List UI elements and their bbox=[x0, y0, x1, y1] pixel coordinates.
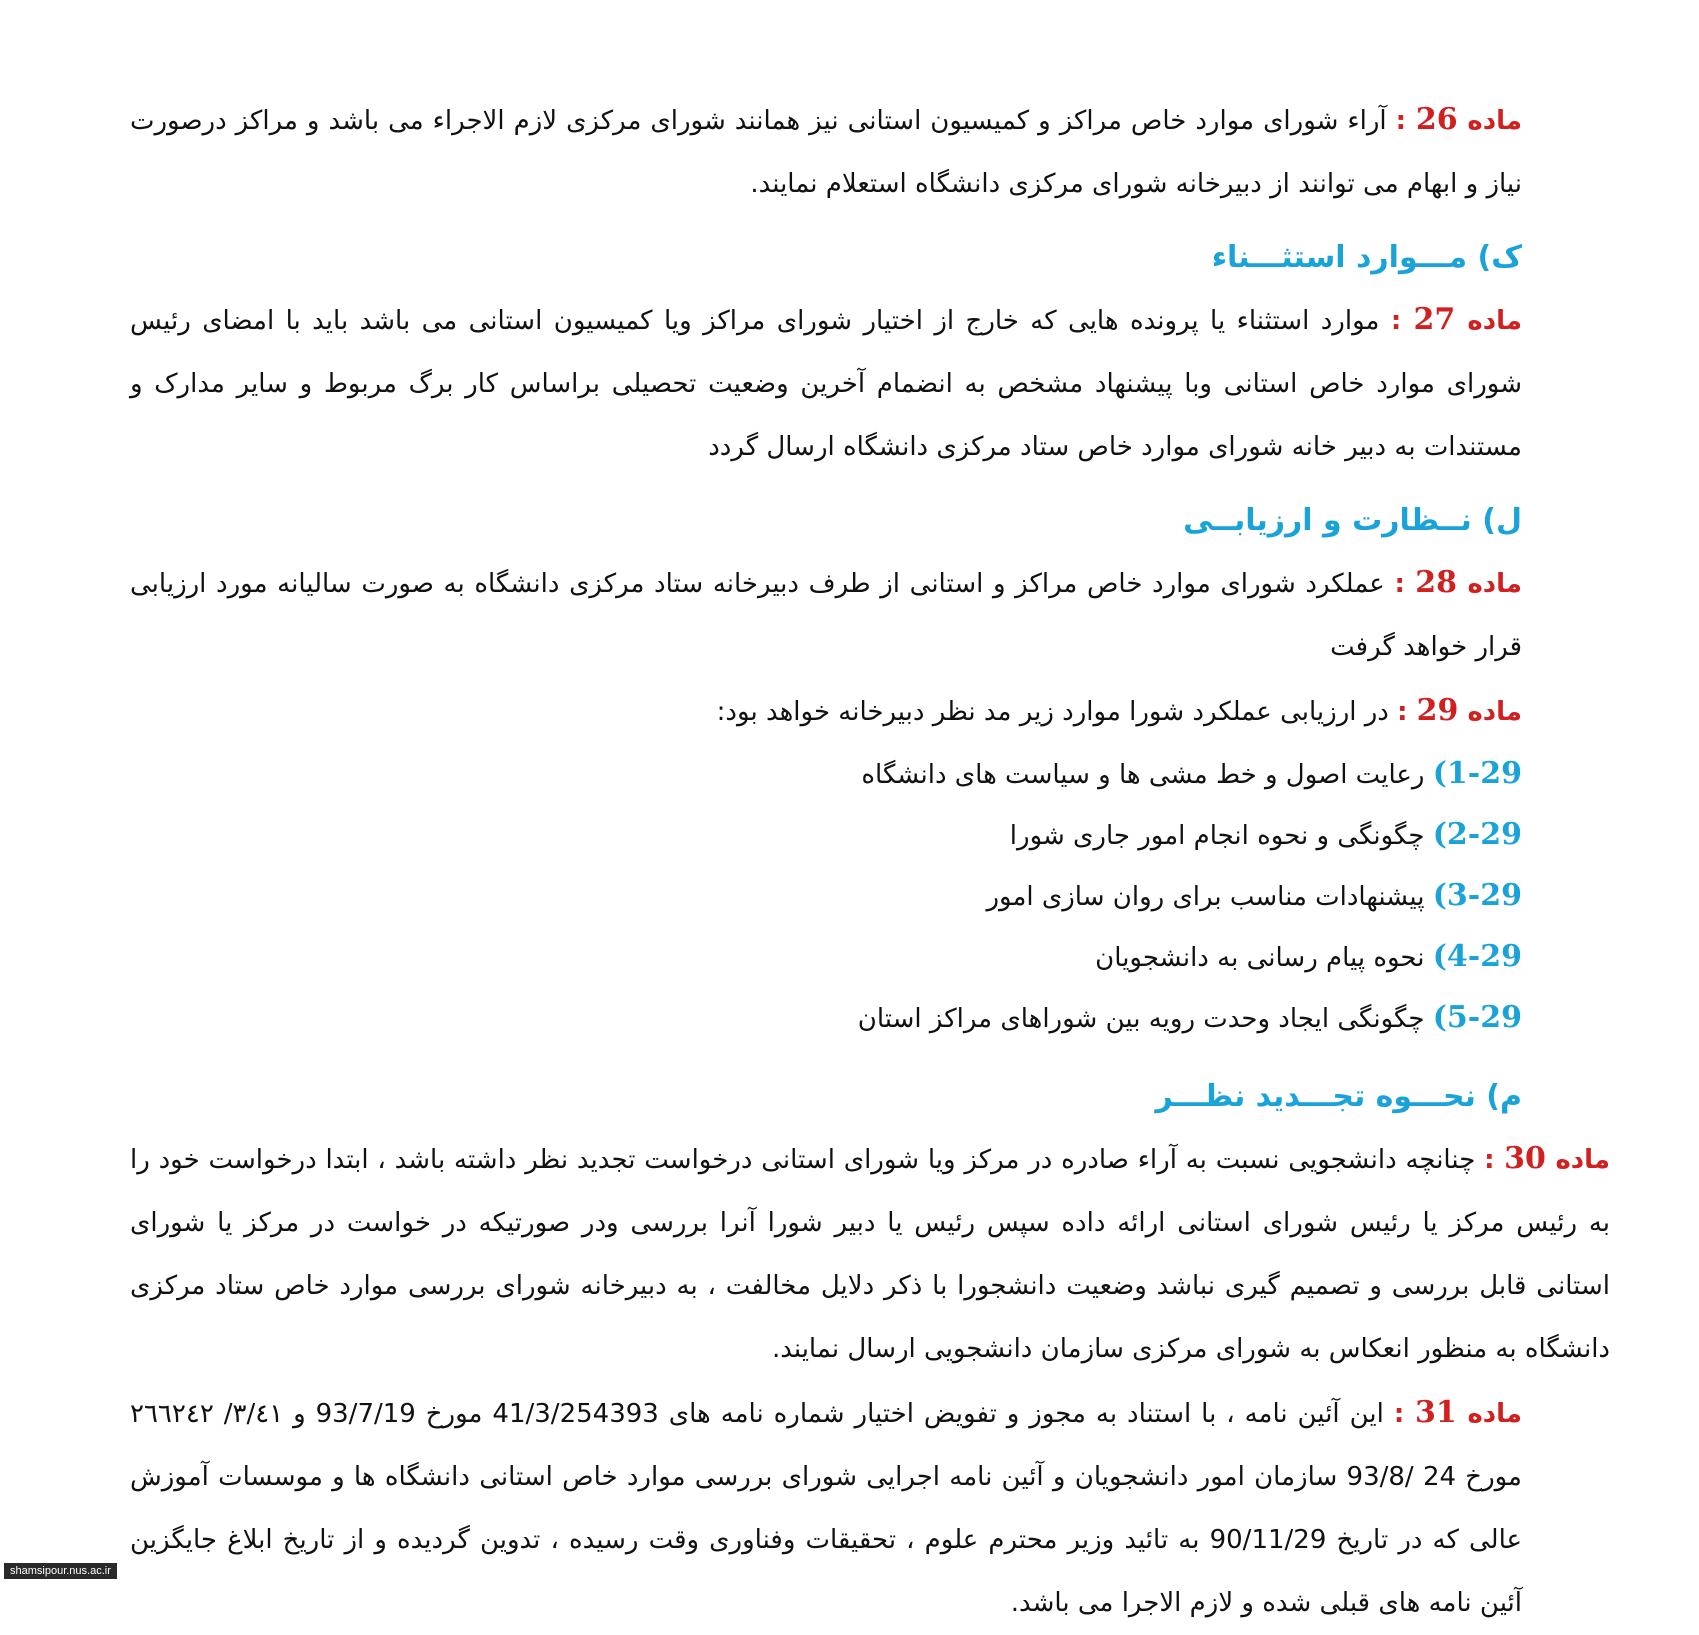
site-watermark: shamsipour.nus.ac.ir bbox=[4, 1563, 117, 1579]
article-27 bbox=[130, 288, 1522, 479]
document-page bbox=[130, 88, 1610, 1635]
item-number: 1-29) bbox=[1432, 756, 1522, 791]
article-28 bbox=[130, 551, 1522, 679]
list-item bbox=[130, 866, 1522, 927]
item-text: پیشنهادات مناسب برای روان سازی امور bbox=[986, 882, 1425, 912]
item-text: نحوه پیام رسانی به دانشجویان bbox=[1095, 943, 1425, 973]
article-text: موارد استثناء یا پرونده هایی که خارج از اختیار شورای مراکز ویا کمیسیون استانی می باشد باید با امضای رئیس شورای موارد خاص استانی وبا پیشنهاد مشخص به انضمام آخرین وضعیت تحصیلی براساس کار برگ مربوط و سایر مدارک و مستندات به دبیر خانه شورای موارد خاص ستاد مرکزی دانشگاه ارسال گردد bbox=[130, 306, 1522, 462]
article-label: ماده 27 : bbox=[1390, 302, 1522, 337]
article-text: در ارزیابی عملکرد شورا موارد زیر مد نظر دبیرخانه خواهد بود: bbox=[716, 697, 1389, 727]
article-label: ماده 26 : bbox=[1395, 102, 1522, 137]
item-number: 2-29) bbox=[1432, 817, 1522, 852]
article-label: ماده 30 : bbox=[1484, 1141, 1610, 1176]
item-number: 3-29) bbox=[1432, 878, 1522, 913]
article-30 bbox=[130, 1127, 1610, 1381]
article-29 bbox=[130, 679, 1522, 744]
article-text: آراء شورای موارد خاص مراکز و کمیسیون استانی نیز همانند شورای مرکزی لازم الاجراء می باشد و مراکز درصورت نیاز و ابهام می توانند از دبیرخانه شورای مرکزی دانشگاه استعلام نمایند. bbox=[130, 106, 1522, 199]
article-26 bbox=[130, 88, 1522, 216]
list-item bbox=[130, 988, 1522, 1049]
list-item bbox=[130, 927, 1522, 988]
spacer bbox=[130, 1049, 1522, 1055]
item-text: چگونگی ایجاد وحدت رویه بین شوراهای مراکز استان bbox=[857, 1004, 1425, 1034]
list-item bbox=[130, 744, 1522, 805]
section-heading-exceptions: ک) مـــوارد استثـــناء bbox=[1211, 240, 1522, 275]
article-label: ماده 31 : bbox=[1393, 1395, 1522, 1430]
article-label: ماده 29 : bbox=[1397, 693, 1522, 728]
item-text: رعایت اصول و خط مشی ها و سیاست های دانشگاه bbox=[861, 760, 1425, 790]
article-text: چنانچه دانشجویی نسبت به آراء صادره در مرکز ویا شورای استانی درخواست تجدید نظر داشته باشد ، ابتدا درخواست خود را به رئیس مرکز یا رئیس شورای استانی ارائه داده سپس رئیس یا دبیر شورا آنرا بررسی ودر صورتیکه در خواست در مرکز یا شورای استانی قابل بررسی و تصمیم گیری نباشد وضعیت دانشجورا با ذکر دلایل مخالفت ، به دبیرخانه شورای بررسی موارد خاص ستاد مرکزی دانشگاه به منظور انعکاس به شورای مرکزی سازمان دانشجویی ارسال نمایند. bbox=[130, 1145, 1610, 1364]
item-number: 4-29) bbox=[1432, 939, 1522, 974]
article-text: این آئین نامه ، با استناد به مجوز و تفویض اختیار شماره نامه های 41/3/254393 مورخ 93/7/19 و ۳/٤۱/ ۲٦٦۲٤۲ مورخ 24 /93/8 سازمان امور دانشجویان و آئین نامه اجرایی شورای بررسی موارد خاص استانی دانشگاه ها و موسسات آموزش عالی که در تاریخ 90/11/29 به تائید وزیر محترم علوم ، تحقیقات وفناوری وقت رسیده ، تدوین گردیده و از تاریخ ابلاغ جایگزین آئین نامه های قبلی شده و لازم الاجرا می باشد. bbox=[130, 1399, 1522, 1618]
item-number: 5-29) bbox=[1432, 1000, 1522, 1035]
article-label: ماده 28 : bbox=[1394, 565, 1523, 600]
item-text: چگونگی و نحوه انجام امور جاری شورا bbox=[1009, 821, 1425, 851]
section-heading-supervision: ل) نــظارت و ارزیابــی bbox=[1183, 503, 1522, 538]
article-text: عملکرد شورای موارد خاص مراکز و استانی از طرف دبیرخانه ستاد مرکزی دانشگاه به صورت سالیانه مورد ارزیابی قرار خواهد گرفت bbox=[130, 569, 1522, 662]
list-item bbox=[130, 805, 1522, 866]
section-heading-appeal: م) نحـــوه تجـــدید نظـــر bbox=[1155, 1079, 1522, 1114]
article-31 bbox=[130, 1381, 1522, 1635]
